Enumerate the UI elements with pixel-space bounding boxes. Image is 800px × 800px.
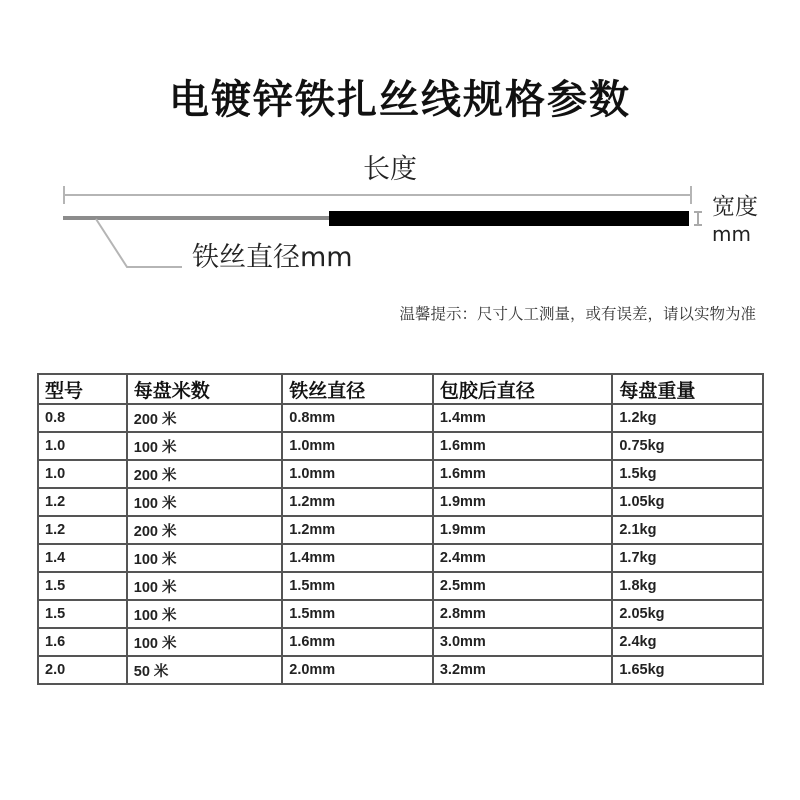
width-unit: mm xyxy=(712,222,751,246)
table-row xyxy=(38,544,763,572)
cell-model: 1.5 xyxy=(38,600,127,628)
cell-coated-diameter: 2.8mm xyxy=(433,600,613,628)
spec-table xyxy=(37,373,764,685)
cell-meters: 100 米 xyxy=(127,572,283,600)
header-model: 型号 xyxy=(38,374,127,404)
header-meters-per-roll: 每盘米数 xyxy=(127,374,283,404)
header-wire-diameter: 铁丝直径 xyxy=(282,374,433,404)
cell-wire-diameter: 1.2mm xyxy=(282,488,433,516)
cell-coated-diameter: 1.6mm xyxy=(433,432,613,460)
cell-coated-diameter: 3.2mm xyxy=(433,656,613,684)
table-row xyxy=(38,656,763,684)
cell-wire-diameter: 1.4mm xyxy=(282,544,433,572)
cell-weight: 2.05kg xyxy=(612,600,763,628)
cell-model: 1.5 xyxy=(38,572,127,600)
cell-coated-diameter: 1.4mm xyxy=(433,404,613,432)
table-row xyxy=(38,628,763,656)
page-title: 电镀锌铁扎丝线规格参数 xyxy=(169,77,631,123)
length-label: 长度 xyxy=(363,154,417,185)
cell-coated-diameter: 2.4mm xyxy=(433,544,613,572)
cell-weight: 1.05kg xyxy=(612,488,763,516)
cell-wire-diameter: 1.2mm xyxy=(282,516,433,544)
table-row xyxy=(38,516,763,544)
cell-wire-diameter: 1.0mm xyxy=(282,460,433,488)
cell-meters: 100 米 xyxy=(127,544,283,572)
table-header-row xyxy=(38,374,763,404)
cell-model: 1.0 xyxy=(38,460,127,488)
leader-line-icon xyxy=(0,0,800,300)
cell-meters: 200 米 xyxy=(127,516,283,544)
cell-meters: 100 米 xyxy=(127,488,283,516)
cell-wire-diameter: 1.5mm xyxy=(282,600,433,628)
cell-wire-diameter: 1.0mm xyxy=(282,432,433,460)
cell-weight: 1.2kg xyxy=(612,404,763,432)
wire-diameter-label: 铁丝直径mm xyxy=(192,242,353,273)
cell-weight: 1.65kg xyxy=(612,656,763,684)
cell-weight: 2.1kg xyxy=(612,516,763,544)
table-row xyxy=(38,404,763,432)
cell-coated-diameter: 2.5mm xyxy=(433,572,613,600)
cell-model: 1.4 xyxy=(38,544,127,572)
table-row xyxy=(38,600,763,628)
cell-model: 2.0 xyxy=(38,656,127,684)
cell-model: 0.8 xyxy=(38,404,127,432)
cell-coated-diameter: 3.0mm xyxy=(433,628,613,656)
cell-wire-diameter: 1.6mm xyxy=(282,628,433,656)
cell-coated-diameter: 1.9mm xyxy=(433,488,613,516)
measurement-tip: 温馨提示：尺寸人工测量，或有误差，请以实物为准 xyxy=(399,305,756,323)
cell-coated-diameter: 1.6mm xyxy=(433,460,613,488)
cell-weight: 1.8kg xyxy=(612,572,763,600)
cell-model: 1.0 xyxy=(38,432,127,460)
width-label: 宽度 xyxy=(712,194,758,220)
cell-meters: 50 米 xyxy=(127,656,283,684)
cell-meters: 100 米 xyxy=(127,628,283,656)
header-coated-diameter: 包胶后直径 xyxy=(433,374,613,404)
cell-meters: 200 米 xyxy=(127,460,283,488)
cell-weight: 1.7kg xyxy=(612,544,763,572)
cell-model: 1.6 xyxy=(38,628,127,656)
cell-meters: 200 米 xyxy=(127,404,283,432)
table-row xyxy=(38,572,763,600)
cell-wire-diameter: 0.8mm xyxy=(282,404,433,432)
cell-meters: 100 米 xyxy=(127,600,283,628)
cell-model: 1.2 xyxy=(38,516,127,544)
cell-weight: 2.4kg xyxy=(612,628,763,656)
cell-weight: 0.75kg xyxy=(612,432,763,460)
header-weight-per-roll: 每盘重量 xyxy=(612,374,763,404)
cell-meters: 100 米 xyxy=(127,432,283,460)
cell-coated-diameter: 1.9mm xyxy=(433,516,613,544)
table-row xyxy=(38,488,763,516)
table-row xyxy=(38,460,763,488)
cell-wire-diameter: 2.0mm xyxy=(282,656,433,684)
cell-model: 1.2 xyxy=(38,488,127,516)
table-row xyxy=(38,432,763,460)
cell-weight: 1.5kg xyxy=(612,460,763,488)
cell-wire-diameter: 1.5mm xyxy=(282,572,433,600)
